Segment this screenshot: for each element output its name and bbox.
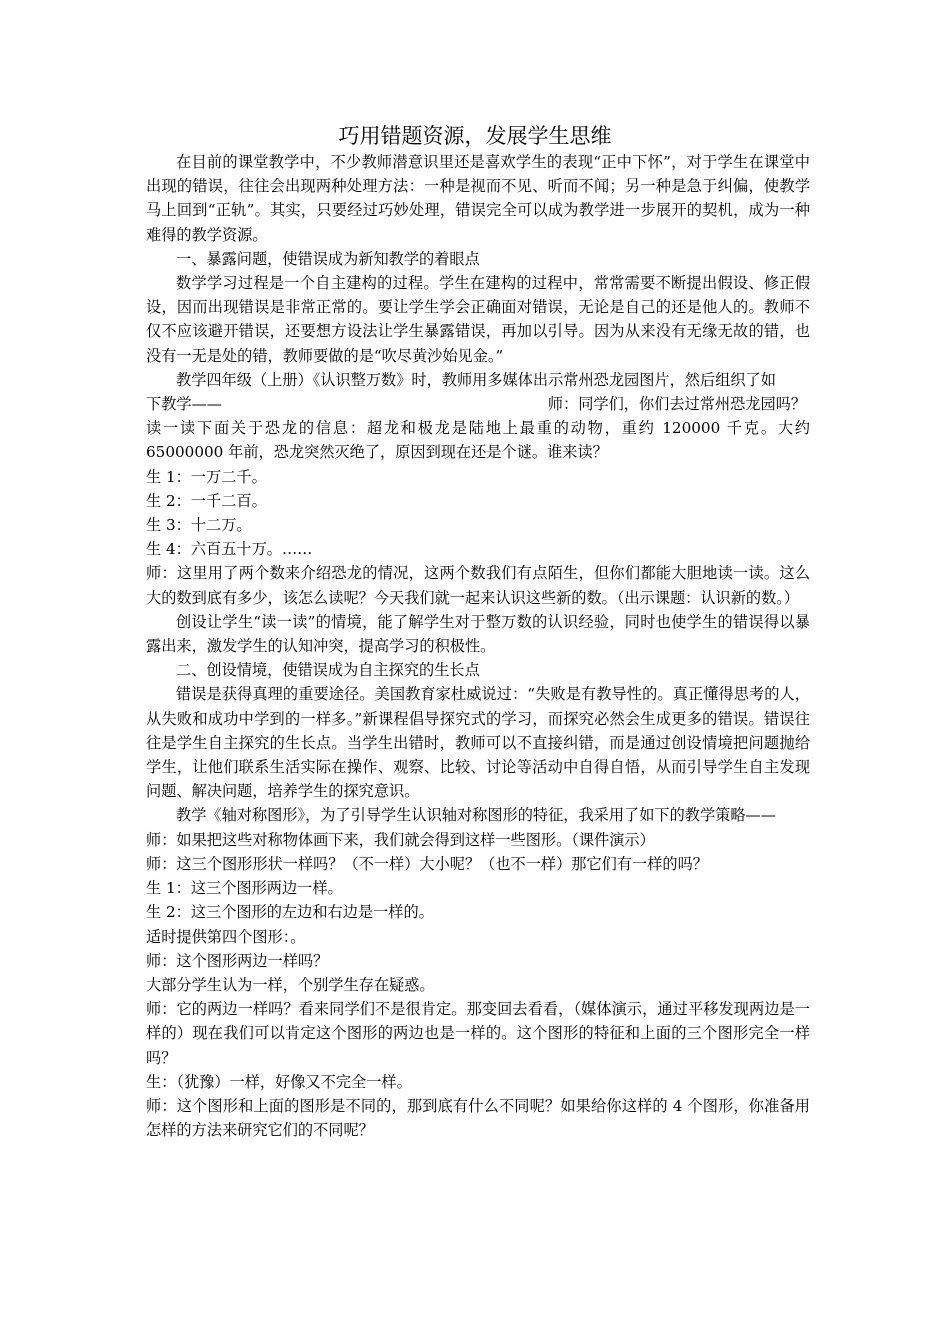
example-lead-text: 下教学——	[146, 395, 222, 414]
paragraph-reflection-1: 创设让学生“读一读”的情境，能了解学生对于整万数的认识经验，同时也使学生的错误得以暴露出来，激发学生的认知冲突，提高学习的积极性。	[146, 612, 810, 656]
student-answer-4: 生 4：六百五十万。……	[146, 540, 313, 559]
paragraph-example-intro: 教学四年级（上册）《认识整万数》时，教师用多媒体出示常州恐龙园图片，然后组织了如	[176, 370, 776, 389]
dialogue-line-7: 大部分学生认为一样，个别学生存在疑惑。	[146, 975, 435, 994]
dialogue-line-1: 师：如果把这些对称物体画下来，我们就会得到这样一些图形。（课件演示）	[146, 830, 655, 849]
paragraph-example-line	[146, 392, 810, 416]
paragraph-dinosaur-info: 读一读下面关于恐龙的信息：超龙和极龙是陆地上最重的动物，重约 120000 千克。大约 65000000 年前，恐龙突然灭绝了，原因到现在还是个谜。谁来读？	[146, 419, 810, 462]
paragraph-symmetry-intro: 教学《轴对称图形》，为了引导学生认识轴对称图形的特征，我采用了如下的教学策略——	[176, 806, 776, 825]
student-answer-2: 生 2：一千二百。	[146, 491, 267, 510]
document-title: 巧用错题资源，发展学生思维	[338, 124, 612, 148]
paragraph-intro: 在目前的课堂教学中，不少教师潜意识里还是喜欢学生的表现“正中下怀”，对于学生在课堂中出现的错误，往往会出现两种处理方法：一种是视而不见、听而不闻；另一种是急于纠偏，使教学马上回到“正轨”。其实，只要经过巧妙处理，错误完全可以成为教学进一步展开的契机，成为一种难得的教学资源。	[146, 153, 810, 244]
section-heading-1: 一、暴露问题，使错误成为新知教学的着眼点	[176, 249, 480, 268]
student-answer-1: 生 1：一万二千。	[146, 467, 267, 486]
dialogue-line-6: 师：这个图形两边一样吗？	[146, 951, 329, 970]
section-heading-2: 二、创设情境，使错误成为自主探究的生长点	[176, 661, 480, 680]
dialogue-line-10: 师：这个图形和上面的图形是不同的，那到底有什么不同呢？如果给你这样的 4 个图形，你准备用怎样的方法来研究它们的不同呢？	[146, 1096, 810, 1140]
dialogue-line-8: 师：它的两边一样吗？看来同学们不是很肯定。那变回去看看，（媒体演示，通过平移发现两边是一样的）现在我们可以肯定这个图形的两边也是一样的。这个图形的特征和上面的三个图形完全一样吗？	[146, 1000, 810, 1067]
teacher-remark-1: 师：这里用了两个数来介绍恐龙的情况，这两个数我们有点陌生，但你们都能大胆地读一读。这么大的数到底有多少，该怎么读呢？今天我们就一起来认识这些新的数。（出示课题：认识新的数。）	[146, 564, 810, 607]
dialogue-line-4: 生 2：这三个图形的左边和右边是一样的。	[146, 903, 434, 922]
dialogue-line-5: 适时提供第四个图形：。	[146, 927, 306, 946]
document-body	[146, 150, 810, 1142]
paragraph-constructive-learning: 数学学习过程是一个自主建构的过程。学生在建构的过程中，常常需要不断提出假设、修正假设，因而出现错误是非常正常的。要让学生学会正确面对错误，无论是自己的还是他人的。教师不仅不应该避开错误，还要想方设法让学生暴露错误，再加以引导。因为从来没有无缘无故的错，也没有一无是处的错，教师要做的是“吹尽黄沙始见金。”	[146, 274, 810, 365]
paragraph-dewey-quote: 错误是获得真理的重要途径。美国教育家杜威说过：“失败是有教导性的。真正懂得思考的人，从失败和成功中学到的一样多。”新课程倡导探究式的学习，而探究必然会生成更多的错误。错误往往是学生自主探究的生长点。当学生出错时，教师可以不直接纠错，而是通过创设情境把问题抛给学生，让他们联系生活实际在操作、观察、比较、讨论等活动中自得自悟，从而引导学生自主发现问题、解决问题，培养学生的探究意识。	[146, 685, 810, 801]
student-answer-3: 生 3：十二万。	[146, 516, 252, 535]
dialogue-line-3: 生 1：这三个图形两边一样。	[146, 879, 343, 898]
teacher-question-text: 师：同学们，你们去过常州恐龙园吗？	[547, 395, 806, 414]
dialogue-line-9: 生：（犹豫）一样，好像又不完全一样。	[146, 1072, 412, 1091]
dialogue-line-2: 师：这三个图形形状一样吗？（不一样）大小呢？（也不一样）那它们有一样的吗？	[146, 854, 708, 873]
